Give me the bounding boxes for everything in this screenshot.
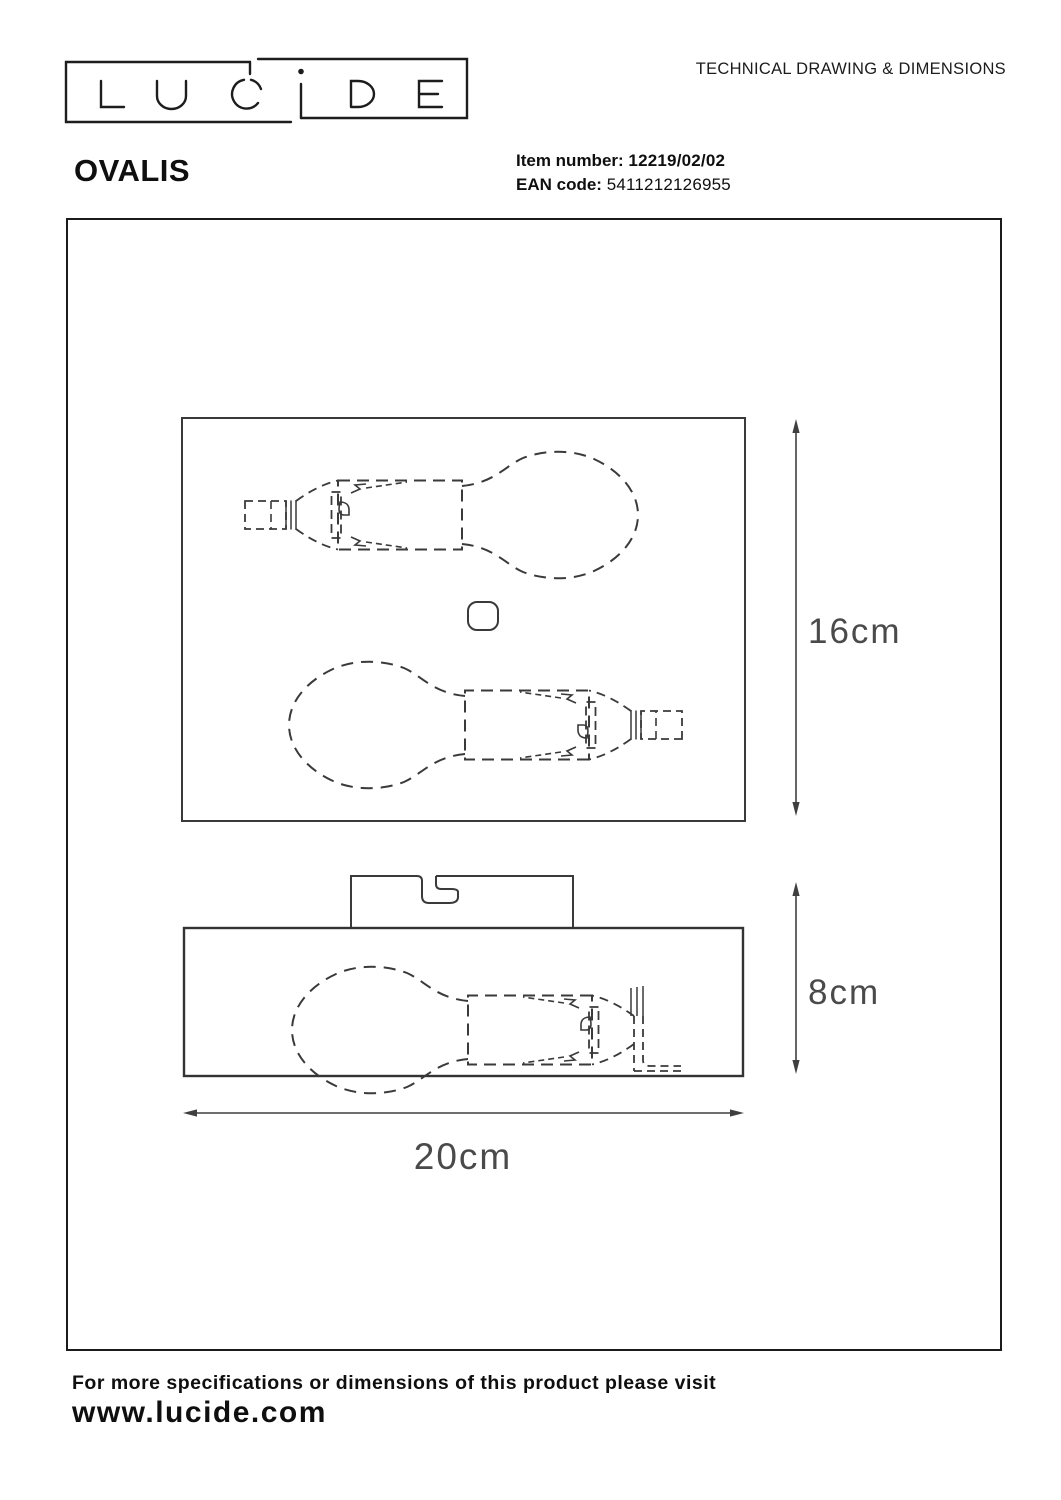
dimension-depth-label: 8cm [808,973,881,1012]
drawing-frame [66,218,1002,1351]
ean-label: EAN code: [516,175,602,194]
logo-letter-e [419,81,442,107]
document-title: TECHNICAL DRAWING & DIMENSIONS [695,60,1006,78]
logo-letter-i-dot [298,69,304,75]
ean-value: 5411212126955 [606,175,731,194]
logo-frame-right [258,59,467,118]
lucide-logo [64,57,470,132]
logo-letter-l [101,81,124,107]
logo-letter-c-arc [251,80,261,89]
ean-row [516,173,731,197]
logo-letter-u [157,81,186,109]
dimension-height-label: 16cm [808,612,902,651]
item-number-value: 12219/02/02 [628,151,726,170]
logo-letter-d [351,81,374,107]
website-url: www.lucide.com [72,1396,327,1429]
logo-frame-left [66,62,291,122]
footer-note: For more specifications or dimensions of this product please visit [72,1372,717,1394]
product-identifiers [516,149,731,197]
lucide-logo-svg [64,57,470,127]
item-number-row [516,149,731,173]
logo-letter-c [232,80,258,109]
dimension-width-label: 20cm [413,1136,513,1177]
item-number-label: Item number: [516,151,624,170]
product-name: OVALIS [74,153,191,188]
